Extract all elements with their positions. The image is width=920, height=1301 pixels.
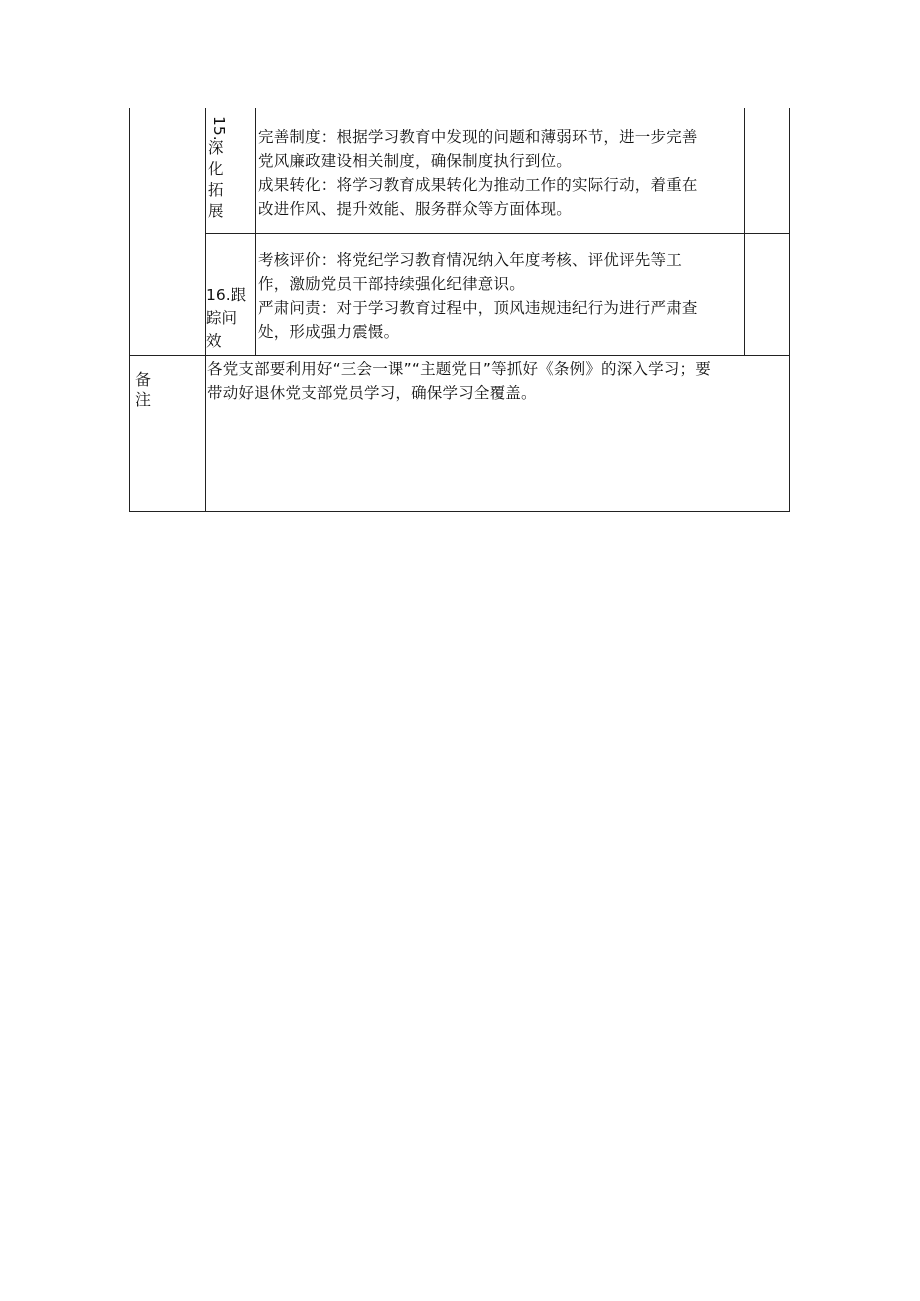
- table-border-bottom: [129, 511, 790, 512]
- row-15-line-4: 改进作风、提升效能、服务群众等方面体现。: [258, 200, 573, 218]
- table-divider-col2: [255, 108, 256, 355]
- row-16-line-1: 考核评价：将党纪学习教育情况纳入年度考核、评优评先等工: [258, 251, 682, 269]
- remarks-line-2: 带动好退休党支部党员学习，确保学习全覆盖。: [207, 384, 537, 402]
- row-15-label: [205, 108, 255, 233]
- row-15-title: 深 化 拓 展: [208, 139, 224, 220]
- row-15-line-1: 完善制度：根据学习教育中发现的问题和薄弱环节，进一步完善: [258, 128, 698, 146]
- table-divider-col3: [744, 108, 745, 355]
- table-border-left: [129, 108, 130, 512]
- row-16-line-4: 处，形成强力震慑。: [258, 323, 400, 341]
- row-15-line-3: 成果转化：将学习教育成果转化为推动工作的实际行动，着重在: [258, 176, 698, 194]
- row-16-line-3: 严肃问责：对于学习教育过程中，顶风违规违纪行为进行严肃查: [258, 299, 698, 317]
- row-16-label: 16.跟 踪问 效: [206, 286, 247, 350]
- remarks-line-1: 各党支部要利用好“三会一课”“主题党日”等抓好《条例》的深入学习；要: [207, 360, 711, 378]
- table-border-right: [789, 108, 790, 512]
- row-15-number: 15.: [210, 116, 228, 141]
- row-divider-15-16: [205, 233, 790, 234]
- row-divider-remarks: [129, 355, 790, 356]
- row-15-line-2: 党风廉政建设相关制度，确保制度执行到位。: [258, 152, 573, 170]
- remarks-label: 备 注: [135, 370, 152, 409]
- row-16-line-2: 作，激励党员干部持续强化纪律意识。: [258, 275, 525, 293]
